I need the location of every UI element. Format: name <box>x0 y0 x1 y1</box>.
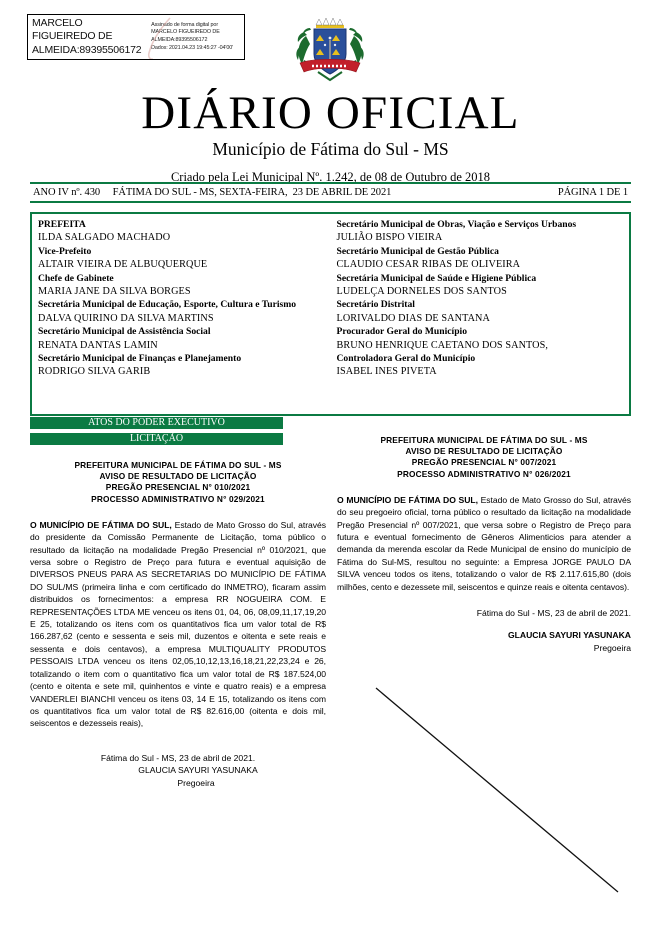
section-bar-atos-poder-executivo: ATOS DO PODER EXECUTIVO <box>30 417 283 429</box>
notice-right-lead: O MUNICÍPIO DE FÁTIMA DO SUL, <box>337 494 478 505</box>
blank-space-cancel-line <box>370 680 626 900</box>
signature-meta-line-1: Assinado de forma digital por <box>151 21 219 28</box>
officials-right-column <box>331 214 630 414</box>
masthead <box>0 88 661 185</box>
official-name: MARIA JANE DA SILVA BORGES <box>38 286 191 298</box>
signature-meta-line-3: ALMEIDA:89395506172 <box>151 37 208 43</box>
notice-right-head-3: PREGÃO PRESENCIAL N° 007/2021 <box>411 457 557 468</box>
official-role: Secretário Municipal de Gestão Pública <box>336 245 499 257</box>
official-name: DALVA QUIRINO DA SILVA MARTINS <box>38 312 214 324</box>
official-role: Secretário Municipal de Obras, Viação e Serviços Urbanos <box>336 219 577 230</box>
official-role: Secretária Municipal de Saúde e Higiene Pública <box>336 272 537 284</box>
official-role: Chefe de Gabinete <box>38 272 114 284</box>
masthead-subtitle: Município de Fátima do Sul - MS <box>212 139 449 159</box>
notice-right <box>337 435 631 654</box>
official-name: BRUNO HENRIQUE CAETANO DOS SANTOS, <box>336 339 549 351</box>
digital-signature-stamp <box>27 14 245 60</box>
notice-left-signature-block <box>30 752 326 789</box>
signature-metadata <box>148 22 244 52</box>
official-role: Secretário Municipal de Finanças e Planejamento <box>38 353 242 365</box>
signature-meta-line-4: Dados: 2021.04.23 19:45:27 -04'00' <box>151 44 234 51</box>
page-title: DIÁRIO OFICIAL <box>141 87 520 139</box>
official-role: PREFEITA <box>38 219 86 230</box>
official-name: JULIÃO BISPO VIEIRA <box>336 232 443 244</box>
notice-right-body <box>337 494 631 593</box>
notice-left-body-text: Estado de Mato Grosso do Sul, através do presidente da Comissão Permanente de Licitação, toma público o resultado da licitação na modalidade Pregão Presencial nº 010/2021, que versa sobre o Registro de Preço para futura e eventual aquisição de DIVERSOS PNEUS PARA AS SECRETARIAS DO MUNICÍPIO DE FÁTIMA DO SUL/MS (primeira linha e com certificado do INMETRO), ficaram assim distribuidos os fornecimentos: a empresa RR NOGUEIRA COM. E REPRESENTAÇÕES LTDA ME venceu os itens 01, 04, 06, 08,09,11,17,19,20 E 25, totalizando os itens com os quantitativos fica um valor total de R$ 166.287,62 (cento e sessenta e seis mil, duzentos e oitenta e sete reais e sessenta e dois centavos), a empresa MULTIQUALITY PRODUTOS PESSOAIS LTDA venceu os itens 02,05,10,12,13,16,18,21,22,23,24 e 26, totalizando o item com o quantitativo fica um valor total de R$ 187.524,00 (cento e oitenta e sete mil, quinhentos e vinte e quatro reais) e a empresa VANDERLEI BIANCHI venceu os itens 03, 14 E 15, totalizando os itens com os quantitativos fica um valor total de R$ 82.616,00 (oitenta e dois mil, seiscentos e dezesseis reais), <box>30 519 327 729</box>
notice-left-place: Fátima do Sul - MS, 23 de abril de 2021. <box>100 753 256 763</box>
signature-subject-name: MARCELO FIGUEIREDO DE ALMEIDA:89395506172 <box>32 16 142 56</box>
official-role: Secretário Municipal de Assistência Social <box>38 326 211 338</box>
official-role: Procurador Geral do Município <box>336 326 467 338</box>
notice-left-signer-role: Pregoeira <box>177 777 215 788</box>
official-role: Secretária Municipal de Educação, Esporte, Cultura e Turismo <box>38 299 297 311</box>
notice-left-signer: GLAUCIA SAYURI YASUNAKA <box>138 765 258 776</box>
notice-left-head-2: AVISO DE RESULTADO DE LICITAÇÃO <box>99 471 257 482</box>
official-name: LORIVALDO DIAS DE SANTANA <box>336 312 490 324</box>
section-bar-licitacao: LICITAÇÃO <box>30 433 283 445</box>
notice-left-head-4: PROCESSO ADMINISTRATIVO N° 029/2021 <box>91 493 265 504</box>
official-name: ILDA SALGADO MACHADO <box>38 232 171 244</box>
notice-left <box>30 460 326 730</box>
official-role: Secretário Distrital <box>336 299 415 311</box>
notice-right-head-1: PREFEITURA MUNICIPAL DE FÁTIMA DO SUL - MS <box>380 435 588 445</box>
official-name: CLAUDIO CESAR RIBAS DE OLIVEIRA <box>336 259 521 271</box>
masthead-law-line: Criado pela Lei Municipal Nº. 1.242, de 08 de Outubro de 2018 <box>170 170 491 184</box>
issue-info-page: PÁGINA 1 DE 1 <box>557 187 628 198</box>
official-name: RODRIGO SILVA GARIB <box>38 366 151 378</box>
notice-right-signer: GLAUCIA SAYURI YASUNAKA <box>507 630 631 641</box>
official-name: ISABEL INES PIVETA <box>336 366 437 378</box>
issue-info-left: ANO IV nº. 430 FÁTIMA DO SUL - MS, SEXTA-FEIRA, 23 DE ABRIL DE 2021 <box>33 187 392 198</box>
officials-box <box>30 212 631 416</box>
notice-right-signer-role: Pregoeira <box>593 642 631 653</box>
official-role: Vice-Prefeito <box>38 245 92 257</box>
notice-left-body <box>30 519 326 730</box>
notice-right-place: Fátima do Sul - MS, 23 de abril de 2021. <box>476 608 631 619</box>
notice-left-head-1: PREFEITURA MUNICIPAL DE FÁTIMA DO SUL - MS <box>74 460 282 470</box>
notice-right-head-4: PROCESSO ADMINISTRATIVO N° 026/2021 <box>397 468 571 479</box>
official-name: RENATA DANTAS LAMIN <box>38 339 158 351</box>
notice-right-body-text: Estado de Mato Grosso do Sul, através do seu pregoeiro oficial, torna público o resultado da licitação na modalidade Pregão Presencial nº 007/2021, que versa sobre o Registro de Preço para futura e eventual fornecimento de Gêneros Alimenticios para atender a demanda da merenda escolar da Rede Municipal de ensino do município de Fátima do Sul-MS, resultou no seguinte: a Empresa JORGE PAULO DA SILVA venceu todos os itens, totalizando o valor de R$ 2.117.615,80 (dois milhões, cento e dezessete mil, seiscentos e quinze reais e oitenta centavos). <box>337 494 631 592</box>
notice-left-head-3: PREGÃO PRESENCIAL N° 010/2021 <box>105 482 251 493</box>
coat-of-arms-icon <box>292 16 368 88</box>
official-name: ALTAIR VIEIRA DE ALBUQUERQUE <box>38 259 208 271</box>
official-name: LUDELÇA DORNELES DOS SANTOS <box>336 286 507 298</box>
signature-meta-line-2: MARCELO FIGUEIREDO DE <box>151 29 220 36</box>
officials-left-column <box>32 214 331 414</box>
notice-right-head-2: AVISO DE RESULTADO DE LICITAÇÃO <box>405 446 563 457</box>
issue-info-bar <box>30 182 631 203</box>
notice-left-lead: O MUNICÍPIO DE FÁTIMA DO SUL, <box>30 519 172 530</box>
official-role: Controladora Geral do Município <box>336 353 476 365</box>
